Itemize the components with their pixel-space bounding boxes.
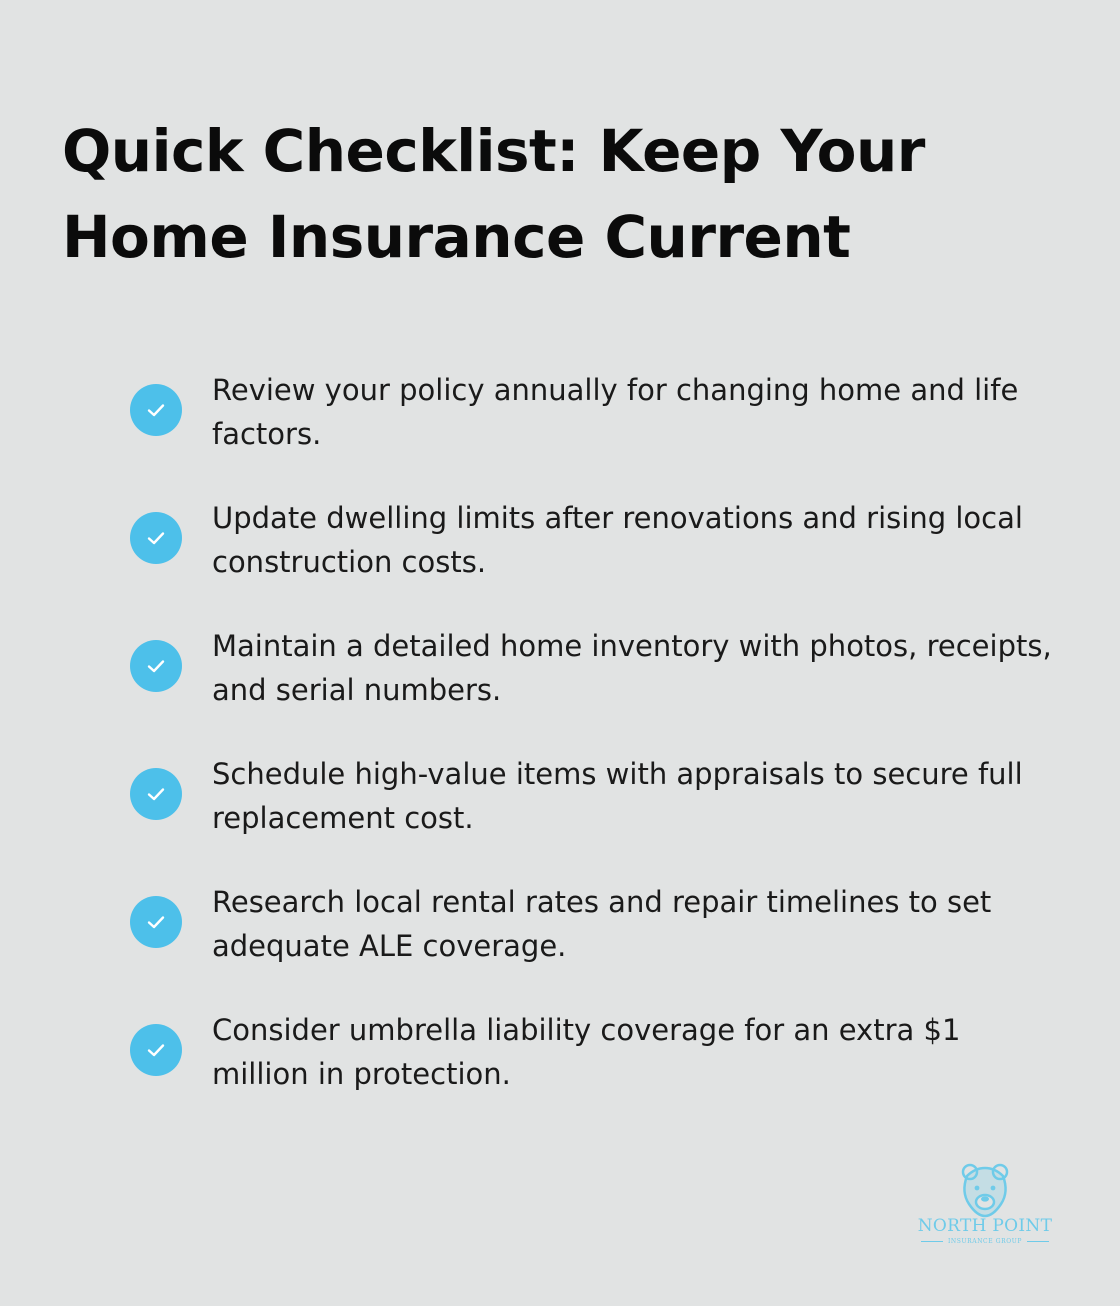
check-icon bbox=[130, 384, 182, 436]
checklist-item-text: Schedule high-value items with appraisals to secure full replacement cost. bbox=[212, 757, 1023, 835]
check-icon bbox=[130, 1024, 182, 1076]
logo-name: NORTH POINT bbox=[917, 1216, 1053, 1236]
list-item bbox=[130, 368, 1060, 468]
list-item bbox=[130, 880, 1060, 980]
list-item bbox=[130, 496, 1060, 596]
brand-logo bbox=[905, 1162, 1065, 1252]
list-item bbox=[130, 624, 1060, 724]
bear-icon bbox=[905, 1162, 1065, 1218]
list-item bbox=[130, 1008, 1060, 1108]
check-icon bbox=[130, 896, 182, 948]
checklist-item-text: Maintain a detailed home inventory with photos, receipts, and serial numbers. bbox=[212, 629, 1052, 707]
check-icon bbox=[130, 512, 182, 564]
checklist-item-text: Update dwelling limits after renovations and rising local construction costs. bbox=[212, 501, 1023, 579]
checklist-item-text: Consider umbrella liability coverage for an extra $1 million in protection. bbox=[212, 1013, 961, 1091]
checklist-item-text: Review your policy annually for changing home and life factors. bbox=[212, 373, 1019, 451]
check-icon bbox=[130, 640, 182, 692]
page-title: Quick Checklist: Keep Your Home Insurance Current bbox=[62, 117, 925, 271]
list-item bbox=[130, 752, 1060, 852]
checklist-item-text: Research local rental rates and repair timelines to set adequate ALE coverage. bbox=[212, 885, 992, 963]
check-icon bbox=[130, 768, 182, 820]
logo-tagline: INSURANCE GROUP bbox=[905, 1238, 1065, 1245]
